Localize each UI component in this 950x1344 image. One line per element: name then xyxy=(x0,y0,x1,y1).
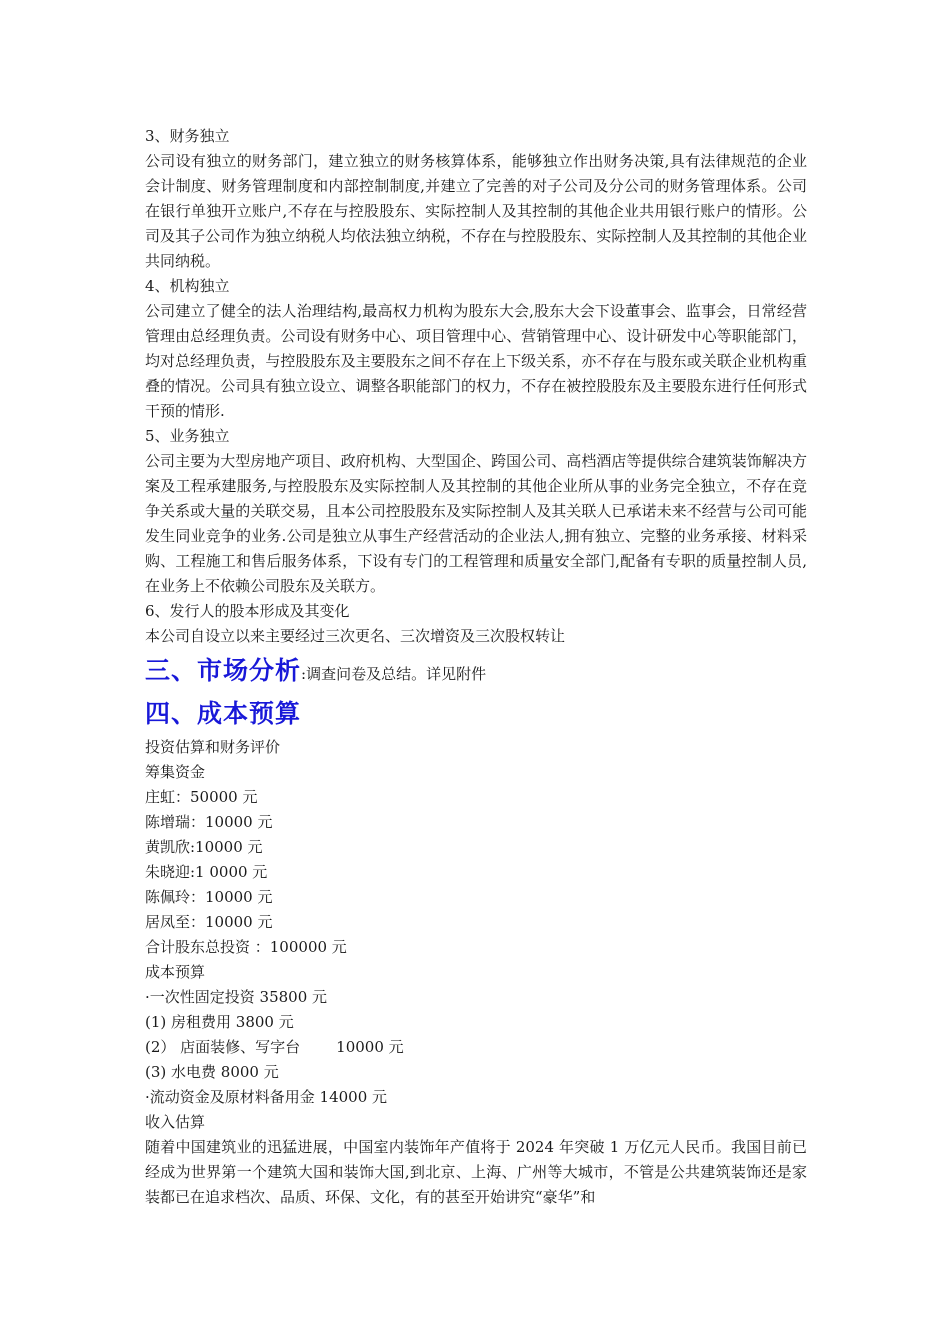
decoration-amount: 10000 元 xyxy=(336,1038,404,1056)
org-independence-body: 公司建立了健全的法人治理结构,最高权力机构为股东大会,股东大会下设董事会、监事会，日常经营管理由总经理负责。公司设有财务中心、项目管理中心、营销管理中心、设计研发中心等职能部门，均对总经理负责，与控股股东及主要股东之间不存在上下级关系，亦不存在与股东或关联企业机构重叠的情况。公司具有独立设立、调整各职能部门的权力，不存在被控股股东及主要股东进行任何形式干预的情形. xyxy=(145,302,807,420)
income-body: 随着中国建筑业的迅猛进展，中国室内装饰年产值将于 2024 年突破 1 万亿元人民币。我国目前已经成为世界第一个建筑大国和装饰大国,到北京、上海、广州等大城市，不管是公共建筑装饰还是家装都已在追求档次、品质、环保、文化，有的甚至开始讲究“豪华”和 xyxy=(145,1138,807,1206)
income-title: 收入估算 xyxy=(145,1113,206,1131)
shareholder-line: 陈佩玲：10000 元 xyxy=(145,888,273,906)
total-investment: 合计股东总投资 ：100000 元 xyxy=(145,938,347,956)
finance-independence-heading: 3、财务独立 xyxy=(145,127,230,145)
working-capital: ·流动资金及原材料备用金 14000 元 xyxy=(145,1088,388,1106)
budget-title: 成本预算 xyxy=(145,963,206,981)
shareholder-line: 陈增瑞：10000 元 xyxy=(145,813,273,831)
market-analysis-title: 三、市场分析 xyxy=(145,656,302,685)
fundraising-title: 筹集资金 xyxy=(145,763,206,781)
market-analysis-note: :调查问卷及总结。详见附件 xyxy=(301,665,487,683)
cost-budget-title: 四、成本预算 xyxy=(145,699,302,728)
investment-title: 投资估算和财务评价 xyxy=(145,738,281,756)
decoration-cost xyxy=(145,1035,807,1060)
business-independence-heading: 5、业务独立 xyxy=(145,427,230,445)
finance-independence-body: 公司设有独立的财务部门，建立独立的财务核算体系，能够独立作出财务决策,具有法律规范的企业会计制度、财务管理制度和内部控制制度,并建立了完善的对子公司及分公司的财务管理体系。公司在银行单独开立账户,不存在与控股股东、实际控制人及其控制的其他企业共用银行账户的情形。公司及其子公司作为独立纳税人均依法独立纳税，不存在与控股股东、实际控制人及其控制的其他企业共同纳税。 xyxy=(145,152,807,270)
shareholder-line: 居凤至：10000 元 xyxy=(145,913,273,931)
market-analysis-heading xyxy=(145,649,807,692)
decoration-label: (2） 店面装修、写字台 xyxy=(145,1038,301,1056)
cost-budget-heading xyxy=(145,692,807,735)
shareholder-line: 朱晓迎:1 0000 元 xyxy=(145,863,268,881)
document-content xyxy=(145,124,807,1210)
share-capital-heading: 6、发行人的股本形成及其变化 xyxy=(145,602,350,620)
shareholder-line: 庄虹：50000 元 xyxy=(145,788,258,806)
rent-cost: (1) 房租费用 3800 元 xyxy=(145,1013,294,1031)
shareholder-line: 黄凯欣:10000 元 xyxy=(145,838,263,856)
business-independence-body: 公司主要为大型房地产项目、政府机构、大型国企、跨国公司、高档酒店等提供综合建筑装饰解决方案及工程承建服务,与控股股东及实际控制人及其控制的其他企业所从事的业务完全独立，不存在竞争关系或大量的关联交易，且本公司控股股东及实际控制人及其关联人已承诺未来不经营与公司可能发生同业竞争的业务.公司是独立从事生产经营活动的企业法人,拥有独立、完整的业务承接、材料采购、工程施工和售后服务体系，下设有专门的工程管理和质量安全部门,配备有专职的质量控制人员,在业务上不依赖公司股东及关联方。 xyxy=(145,452,807,595)
fixed-investment: ·一次性固定投资 35800 元 xyxy=(145,988,328,1006)
org-independence-heading: 4、机构独立 xyxy=(145,277,230,295)
utilities-cost: (3) 水电费 8000 元 xyxy=(145,1063,279,1081)
share-capital-body: 本公司自设立以来主要经过三次更名、三次增资及三次股权转让 xyxy=(145,627,566,645)
